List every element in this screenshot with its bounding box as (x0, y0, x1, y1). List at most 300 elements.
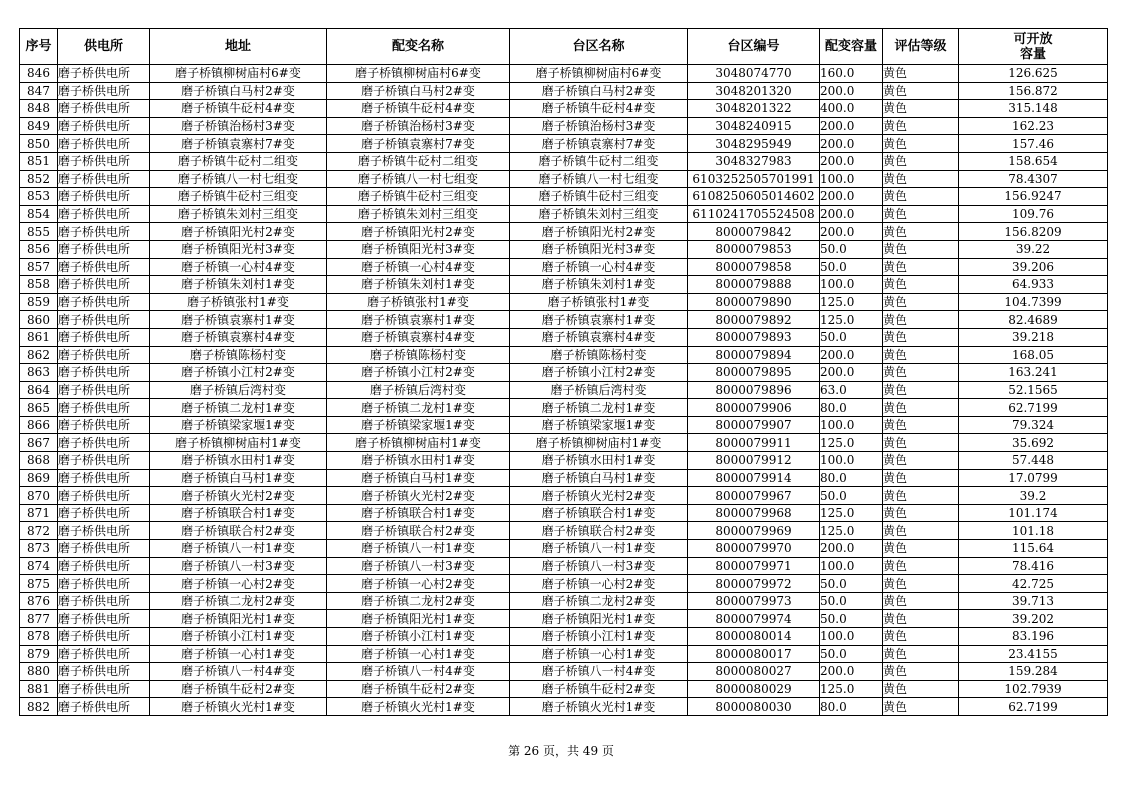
cell-station: 磨子桥供电所 (58, 100, 150, 118)
cell-station: 磨子桥供电所 (58, 170, 150, 188)
cell-grade: 黄色 (883, 364, 959, 382)
cell-capacity: 50.0 (820, 645, 883, 663)
cell-grade: 黄色 (883, 557, 959, 575)
cell-open-capacity: 79.324 (959, 416, 1108, 434)
cell-transformer-name: 磨子桥镇火光村2#变 (327, 487, 510, 505)
cell-seq: 879 (20, 645, 58, 663)
cell-grade: 黄色 (883, 135, 959, 153)
cell-area-code: 3048201320 (688, 82, 820, 100)
cell-area-code: 8000079968 (688, 504, 820, 522)
cell-grade: 黄色 (883, 698, 959, 716)
cell-capacity: 50.0 (820, 258, 883, 276)
cell-transformer-name: 磨子桥镇柳树庙村6#变 (327, 65, 510, 83)
cell-station: 磨子桥供电所 (58, 328, 150, 346)
cell-transformer-name: 磨子桥镇一心村4#变 (327, 258, 510, 276)
cell-address: 磨子桥镇一心村4#变 (150, 258, 327, 276)
cell-transformer-name: 磨子桥镇阳光村2#变 (327, 223, 510, 241)
table-row (20, 188, 1108, 206)
cell-station: 磨子桥供电所 (58, 610, 150, 628)
cell-station: 磨子桥供电所 (58, 223, 150, 241)
cell-station: 磨子桥供电所 (58, 381, 150, 399)
cell-station: 磨子桥供电所 (58, 188, 150, 206)
cell-transformer-name: 磨子桥镇柳树庙村1#变 (327, 434, 510, 452)
table-row (20, 592, 1108, 610)
cell-seq: 882 (20, 698, 58, 716)
cell-transformer-name: 磨子桥镇阳光村1#变 (327, 610, 510, 628)
cell-open-capacity: 156.872 (959, 82, 1108, 100)
cell-area-name: 磨子桥镇牛砭村二组变 (510, 152, 688, 170)
cell-station: 磨子桥供电所 (58, 592, 150, 610)
table-row (20, 381, 1108, 399)
cell-capacity: 160.0 (820, 65, 883, 83)
cell-station: 磨子桥供电所 (58, 82, 150, 100)
col-header-area-code: 台区编号 (688, 29, 820, 65)
cell-area-code: 8000079894 (688, 346, 820, 364)
cell-capacity: 50.0 (820, 240, 883, 258)
table-row (20, 65, 1108, 83)
cell-address: 磨子桥镇一心村2#变 (150, 575, 327, 593)
cell-seq: 863 (20, 364, 58, 382)
cell-station: 磨子桥供电所 (58, 117, 150, 135)
cell-area-code: 8000079888 (688, 276, 820, 294)
cell-address: 磨子桥镇水田村1#变 (150, 452, 327, 470)
cell-seq: 854 (20, 205, 58, 223)
table-row (20, 399, 1108, 417)
cell-station: 磨子桥供电所 (58, 680, 150, 698)
cell-capacity: 80.0 (820, 698, 883, 716)
cell-area-name: 磨子桥镇小江村1#变 (510, 628, 688, 646)
col-header-open-capacity-line2: 容量 (1019, 46, 1046, 62)
table-row (20, 680, 1108, 698)
cell-capacity: 50.0 (820, 328, 883, 346)
cell-station: 磨子桥供电所 (58, 65, 150, 83)
cell-open-capacity: 78.416 (959, 557, 1108, 575)
cell-open-capacity: 39.202 (959, 610, 1108, 628)
cell-address: 磨子桥镇联合村2#变 (150, 522, 327, 540)
cell-transformer-name: 磨子桥镇张村1#变 (327, 293, 510, 311)
table-row (20, 152, 1108, 170)
cell-open-capacity: 159.284 (959, 663, 1108, 681)
cell-open-capacity: 156.9247 (959, 188, 1108, 206)
cell-area-code: 8000079971 (688, 557, 820, 575)
cell-address: 磨子桥镇陈杨村变 (150, 346, 327, 364)
cell-area-name: 磨子桥镇白马村1#变 (510, 469, 688, 487)
cell-capacity: 200.0 (820, 152, 883, 170)
cell-grade: 黄色 (883, 575, 959, 593)
table-row (20, 100, 1108, 118)
cell-grade: 黄色 (883, 487, 959, 505)
cell-transformer-name: 磨子桥镇火光村1#变 (327, 698, 510, 716)
table-row (20, 258, 1108, 276)
cell-transformer-name: 磨子桥镇八一村七组变 (327, 170, 510, 188)
cell-seq: 850 (20, 135, 58, 153)
cell-transformer-name: 磨子桥镇二龙村2#变 (327, 592, 510, 610)
col-header-seq: 序号 (20, 29, 58, 65)
cell-station: 磨子桥供电所 (58, 258, 150, 276)
cell-address: 磨子桥镇八一村3#变 (150, 557, 327, 575)
cell-seq: 859 (20, 293, 58, 311)
cell-transformer-name: 磨子桥镇一心村2#变 (327, 575, 510, 593)
cell-grade: 黄色 (883, 205, 959, 223)
cell-address: 磨子桥镇阳光村2#变 (150, 223, 327, 241)
cell-open-capacity: 83.196 (959, 628, 1108, 646)
table-row (20, 276, 1108, 294)
cell-capacity: 200.0 (820, 540, 883, 558)
cell-address: 磨子桥镇八一村七组变 (150, 170, 327, 188)
cell-station: 磨子桥供电所 (58, 240, 150, 258)
cell-station: 磨子桥供电所 (58, 628, 150, 646)
table-row (20, 170, 1108, 188)
cell-seq: 852 (20, 170, 58, 188)
cell-capacity: 200.0 (820, 223, 883, 241)
cell-address: 磨子桥镇柳树庙村6#变 (150, 65, 327, 83)
cell-station: 磨子桥供电所 (58, 311, 150, 329)
cell-transformer-name: 磨子桥镇牛砭村4#变 (327, 100, 510, 118)
cell-station: 磨子桥供电所 (58, 152, 150, 170)
cell-seq: 881 (20, 680, 58, 698)
cell-station: 磨子桥供电所 (58, 487, 150, 505)
cell-area-code: 3048295949 (688, 135, 820, 153)
cell-area-code: 8000079970 (688, 540, 820, 558)
cell-area-code: 8000079858 (688, 258, 820, 276)
table-row (20, 293, 1108, 311)
col-header-grade: 评估等级 (883, 29, 959, 65)
cell-transformer-name: 磨子桥镇陈杨村变 (327, 346, 510, 364)
cell-area-name: 磨子桥镇阳光村3#变 (510, 240, 688, 258)
cell-area-name: 磨子桥镇袁寨村1#变 (510, 311, 688, 329)
cell-transformer-name: 磨子桥镇阳光村3#变 (327, 240, 510, 258)
cell-area-code: 8000080014 (688, 628, 820, 646)
cell-transformer-name: 磨子桥镇白马村2#变 (327, 82, 510, 100)
cell-seq: 868 (20, 452, 58, 470)
cell-grade: 黄色 (883, 469, 959, 487)
cell-capacity: 50.0 (820, 592, 883, 610)
cell-area-code: 8000080030 (688, 698, 820, 716)
cell-seq: 861 (20, 328, 58, 346)
cell-address: 磨子桥镇火光村2#变 (150, 487, 327, 505)
cell-capacity: 50.0 (820, 575, 883, 593)
cell-area-code: 8000079896 (688, 381, 820, 399)
table-row (20, 328, 1108, 346)
cell-open-capacity: 158.654 (959, 152, 1108, 170)
cell-capacity: 125.0 (820, 680, 883, 698)
table-row (20, 311, 1108, 329)
cell-area-code: 8000079853 (688, 240, 820, 258)
cell-capacity: 200.0 (820, 188, 883, 206)
table-row (20, 628, 1108, 646)
cell-seq: 874 (20, 557, 58, 575)
cell-seq: 878 (20, 628, 58, 646)
cell-area-name: 磨子桥镇张村1#变 (510, 293, 688, 311)
cell-grade: 黄色 (883, 117, 959, 135)
cell-grade: 黄色 (883, 276, 959, 294)
cell-area-name: 磨子桥镇袁寨村7#变 (510, 135, 688, 153)
cell-transformer-name: 磨子桥镇朱刘村三组变 (327, 205, 510, 223)
cell-open-capacity: 109.76 (959, 205, 1108, 223)
cell-grade: 黄色 (883, 82, 959, 100)
cell-area-name: 磨子桥镇牛砭村三组变 (510, 188, 688, 206)
cell-station: 磨子桥供电所 (58, 135, 150, 153)
cell-grade: 黄色 (883, 170, 959, 188)
cell-area-code: 6110241705524508 (688, 205, 820, 223)
cell-seq: 855 (20, 223, 58, 241)
cell-grade: 黄色 (883, 258, 959, 276)
page-footer: 第 26 页，共 49 页 (508, 744, 614, 758)
cell-open-capacity: 52.1565 (959, 381, 1108, 399)
cell-open-capacity: 62.7199 (959, 698, 1108, 716)
cell-transformer-name: 磨子桥镇小江村1#变 (327, 628, 510, 646)
cell-capacity: 200.0 (820, 117, 883, 135)
cell-capacity: 100.0 (820, 628, 883, 646)
cell-transformer-name: 磨子桥镇白马村1#变 (327, 469, 510, 487)
cell-capacity: 50.0 (820, 487, 883, 505)
cell-open-capacity: 23.4155 (959, 645, 1108, 663)
cell-station: 磨子桥供电所 (58, 575, 150, 593)
cell-area-name: 磨子桥镇八一村3#变 (510, 557, 688, 575)
cell-area-code: 8000079914 (688, 469, 820, 487)
col-header-transformer-name: 配变名称 (327, 29, 510, 65)
cell-station: 磨子桥供电所 (58, 364, 150, 382)
table-row (20, 698, 1108, 716)
cell-area-code: 8000079974 (688, 610, 820, 628)
cell-area-name: 磨子桥镇一心村4#变 (510, 258, 688, 276)
cell-address: 磨子桥镇阳光村3#变 (150, 240, 327, 258)
cell-area-code: 8000079907 (688, 416, 820, 434)
cell-area-name: 磨子桥镇八一村七组变 (510, 170, 688, 188)
cell-seq: 848 (20, 100, 58, 118)
cell-address: 磨子桥镇白马村2#变 (150, 82, 327, 100)
cell-area-code: 8000079893 (688, 328, 820, 346)
table-row (20, 575, 1108, 593)
cell-capacity: 100.0 (820, 170, 883, 188)
cell-address: 磨子桥镇白马村1#变 (150, 469, 327, 487)
cell-area-code: 8000079842 (688, 223, 820, 241)
table-row (20, 645, 1108, 663)
cell-area-code: 8000079895 (688, 364, 820, 382)
cell-transformer-name: 磨子桥镇牛砭村二组变 (327, 152, 510, 170)
cell-capacity: 125.0 (820, 504, 883, 522)
cell-seq: 880 (20, 663, 58, 681)
cell-address: 磨子桥镇后湾村变 (150, 381, 327, 399)
cell-open-capacity: 156.8209 (959, 223, 1108, 241)
cell-seq: 862 (20, 346, 58, 364)
cell-transformer-name: 磨子桥镇梁家堰1#变 (327, 416, 510, 434)
cell-area-name: 磨子桥镇联合村2#变 (510, 522, 688, 540)
col-header-open-capacity (959, 29, 1108, 65)
cell-transformer-name: 磨子桥镇朱刘村1#变 (327, 276, 510, 294)
cell-open-capacity: 35.692 (959, 434, 1108, 452)
cell-area-code: 8000080027 (688, 663, 820, 681)
cell-area-name: 磨子桥镇牛砭村4#变 (510, 100, 688, 118)
cell-grade: 黄色 (883, 399, 959, 417)
cell-seq: 875 (20, 575, 58, 593)
cell-grade: 黄色 (883, 223, 959, 241)
cell-area-name: 磨子桥镇朱刘村1#变 (510, 276, 688, 294)
cell-open-capacity: 42.725 (959, 575, 1108, 593)
cell-area-code: 8000079912 (688, 452, 820, 470)
cell-address: 磨子桥镇张村1#变 (150, 293, 327, 311)
table-row (20, 223, 1108, 241)
table-row (20, 82, 1108, 100)
cell-seq: 856 (20, 240, 58, 258)
cell-area-name: 磨子桥镇二龙村1#变 (510, 399, 688, 417)
cell-address: 磨子桥镇梁家堰1#变 (150, 416, 327, 434)
cell-capacity: 50.0 (820, 610, 883, 628)
cell-area-name: 磨子桥镇后湾村变 (510, 381, 688, 399)
cell-transformer-name: 磨子桥镇袁寨村4#变 (327, 328, 510, 346)
cell-transformer-name: 磨子桥镇水田村1#变 (327, 452, 510, 470)
cell-station: 磨子桥供电所 (58, 346, 150, 364)
cell-address: 磨子桥镇一心村1#变 (150, 645, 327, 663)
cell-transformer-name: 磨子桥镇袁寨村1#变 (327, 311, 510, 329)
cell-capacity: 125.0 (820, 311, 883, 329)
cell-open-capacity: 57.448 (959, 452, 1108, 470)
cell-area-code: 8000080029 (688, 680, 820, 698)
cell-open-capacity: 101.18 (959, 522, 1108, 540)
cell-transformer-name: 磨子桥镇袁寨村7#变 (327, 135, 510, 153)
cell-area-name: 磨子桥镇一心村2#变 (510, 575, 688, 593)
cell-address: 磨子桥镇牛砭村三组变 (150, 188, 327, 206)
cell-grade: 黄色 (883, 610, 959, 628)
cell-area-name: 磨子桥镇柳树庙村1#变 (510, 434, 688, 452)
cell-seq: 876 (20, 592, 58, 610)
cell-open-capacity: 162.23 (959, 117, 1108, 135)
table-row (20, 205, 1108, 223)
cell-open-capacity: 39.713 (959, 592, 1108, 610)
table-row (20, 487, 1108, 505)
cell-seq: 860 (20, 311, 58, 329)
table-row (20, 557, 1108, 575)
table-row (20, 135, 1108, 153)
cell-open-capacity: 62.7199 (959, 399, 1108, 417)
cell-seq: 851 (20, 152, 58, 170)
cell-area-name: 磨子桥镇联合村1#变 (510, 504, 688, 522)
cell-open-capacity: 157.46 (959, 135, 1108, 153)
cell-seq: 866 (20, 416, 58, 434)
cell-seq: 869 (20, 469, 58, 487)
cell-station: 磨子桥供电所 (58, 645, 150, 663)
cell-grade: 黄色 (883, 522, 959, 540)
cell-capacity: 125.0 (820, 434, 883, 452)
cell-open-capacity: 39.2 (959, 487, 1108, 505)
cell-address: 磨子桥镇火光村1#变 (150, 698, 327, 716)
col-header-address: 地址 (150, 29, 327, 65)
cell-seq: 872 (20, 522, 58, 540)
cell-address: 磨子桥镇牛砭村2#变 (150, 680, 327, 698)
cell-grade: 黄色 (883, 434, 959, 452)
cell-station: 磨子桥供电所 (58, 698, 150, 716)
cell-area-name: 磨子桥镇水田村1#变 (510, 452, 688, 470)
col-header-open-capacity-line1: 可开放 (1013, 31, 1053, 47)
cell-area-code: 8000079906 (688, 399, 820, 417)
cell-area-code: 8000079973 (688, 592, 820, 610)
cell-area-name: 磨子桥镇陈杨村变 (510, 346, 688, 364)
cell-area-name: 磨子桥镇火光村1#变 (510, 698, 688, 716)
cell-grade: 黄色 (883, 293, 959, 311)
cell-capacity: 200.0 (820, 205, 883, 223)
cell-open-capacity: 39.206 (959, 258, 1108, 276)
cell-seq: 846 (20, 65, 58, 83)
cell-area-name: 磨子桥镇阳光村2#变 (510, 223, 688, 241)
cell-capacity: 400.0 (820, 100, 883, 118)
cell-seq: 870 (20, 487, 58, 505)
cell-seq: 877 (20, 610, 58, 628)
cell-capacity: 100.0 (820, 416, 883, 434)
cell-open-capacity: 102.7939 (959, 680, 1108, 698)
cell-area-name: 磨子桥镇二龙村2#变 (510, 592, 688, 610)
cell-area-name: 磨子桥镇袁寨村4#变 (510, 328, 688, 346)
cell-grade: 黄色 (883, 188, 959, 206)
cell-address: 磨子桥镇朱刘村三组变 (150, 205, 327, 223)
cell-station: 磨子桥供电所 (58, 557, 150, 575)
cell-area-name: 磨子桥镇治杨村3#变 (510, 117, 688, 135)
cell-transformer-name: 磨子桥镇治杨村3#变 (327, 117, 510, 135)
capacity-table (19, 28, 1108, 716)
cell-transformer-name: 磨子桥镇二龙村1#变 (327, 399, 510, 417)
cell-area-code: 3048201322 (688, 100, 820, 118)
cell-address: 磨子桥镇联合村1#变 (150, 504, 327, 522)
cell-address: 磨子桥镇小江村1#变 (150, 628, 327, 646)
cell-station: 磨子桥供电所 (58, 469, 150, 487)
cell-open-capacity: 163.241 (959, 364, 1108, 382)
cell-area-name: 磨子桥镇一心村1#变 (510, 645, 688, 663)
cell-grade: 黄色 (883, 152, 959, 170)
cell-station: 磨子桥供电所 (58, 205, 150, 223)
cell-seq: 865 (20, 399, 58, 417)
cell-seq: 849 (20, 117, 58, 135)
cell-transformer-name: 磨子桥镇联合村2#变 (327, 522, 510, 540)
cell-area-name: 磨子桥镇八一村1#变 (510, 540, 688, 558)
cell-area-code: 6103252505701991 (688, 170, 820, 188)
cell-area-code: 8000079967 (688, 487, 820, 505)
cell-capacity: 200.0 (820, 346, 883, 364)
cell-open-capacity: 82.4689 (959, 311, 1108, 329)
table-row (20, 364, 1108, 382)
cell-grade: 黄色 (883, 328, 959, 346)
cell-capacity: 125.0 (820, 293, 883, 311)
table-row (20, 240, 1108, 258)
cell-grade: 黄色 (883, 663, 959, 681)
cell-grade: 黄色 (883, 65, 959, 83)
cell-grade: 黄色 (883, 311, 959, 329)
cell-area-code: 8000079890 (688, 293, 820, 311)
cell-area-code: 8000079892 (688, 311, 820, 329)
cell-open-capacity: 101.174 (959, 504, 1108, 522)
table-row (20, 610, 1108, 628)
cell-area-code: 3048327983 (688, 152, 820, 170)
cell-station: 磨子桥供电所 (58, 276, 150, 294)
cell-open-capacity: 168.05 (959, 346, 1108, 364)
col-header-capacity: 配变容量 (820, 29, 883, 65)
cell-station: 磨子桥供电所 (58, 452, 150, 470)
cell-area-code: 8000079969 (688, 522, 820, 540)
cell-seq: 873 (20, 540, 58, 558)
cell-address: 磨子桥镇八一村4#变 (150, 663, 327, 681)
cell-transformer-name: 磨子桥镇后湾村变 (327, 381, 510, 399)
cell-transformer-name: 磨子桥镇八一村3#变 (327, 557, 510, 575)
cell-open-capacity: 126.625 (959, 65, 1108, 83)
table-row (20, 469, 1108, 487)
cell-seq: 858 (20, 276, 58, 294)
cell-open-capacity: 64.933 (959, 276, 1108, 294)
cell-area-name: 磨子桥镇八一村4#变 (510, 663, 688, 681)
cell-station: 磨子桥供电所 (58, 663, 150, 681)
cell-grade: 黄色 (883, 346, 959, 364)
cell-address: 磨子桥镇朱刘村1#变 (150, 276, 327, 294)
cell-capacity: 80.0 (820, 469, 883, 487)
cell-address: 磨子桥镇八一村1#变 (150, 540, 327, 558)
cell-seq: 871 (20, 504, 58, 522)
